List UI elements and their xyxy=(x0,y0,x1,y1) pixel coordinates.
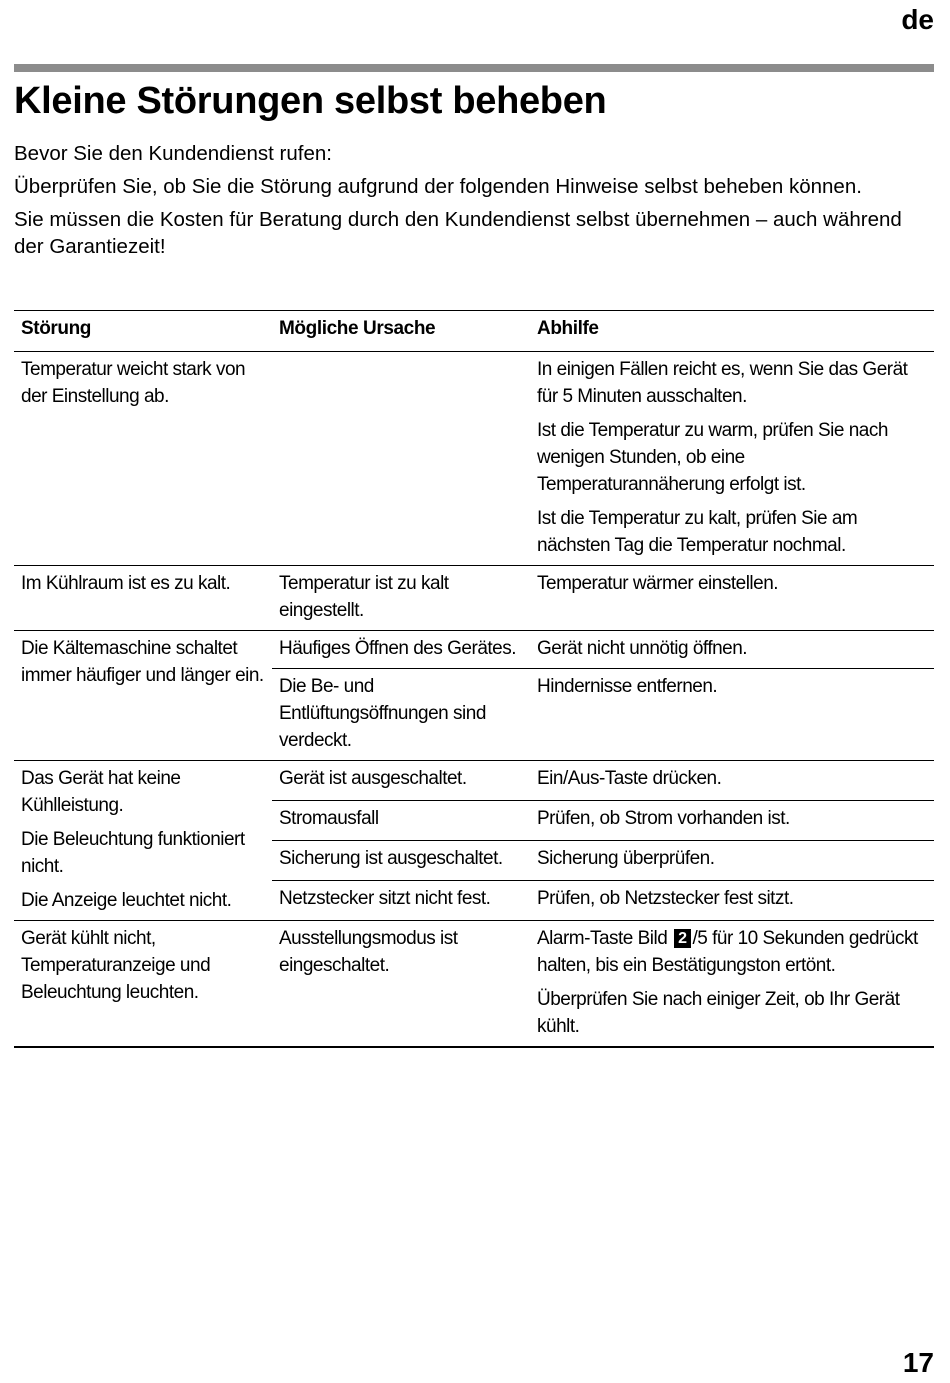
cell-ursache: Häufiges Öffnen des Gerätes. xyxy=(272,631,530,669)
intro-paragraph: Überprüfen Sie, ob Sie die Störung aufgrund der folgenden Hinweise selbst beheben können. xyxy=(14,175,862,198)
cell-stoerung: Die Kältemaschine schaltet immer häufiger und länger ein. xyxy=(14,631,272,761)
cell-abhilfe: Temperatur wärmer einstellen. xyxy=(530,566,934,631)
language-label: de xyxy=(901,4,934,35)
table-row xyxy=(14,566,934,631)
cell-ursache: Stromausfall xyxy=(272,801,530,841)
cell-ursache: Gerät ist ausgeschaltet. xyxy=(272,761,530,801)
column-header-stoerung: Störung xyxy=(14,311,272,352)
abhilfe-paragraph: Ist die Temperatur zu kalt, prüfen Sie am nächsten Tag die Temperatur nochmal. xyxy=(537,508,858,556)
column-header-abhilfe: Abhilfe xyxy=(530,311,934,352)
table-row xyxy=(14,921,934,1048)
cell-abhilfe: Gerät nicht unnötig öffnen. xyxy=(530,631,934,669)
cell-ursache: Die Be- und Entlüftungsöffnungen sind verdeckt. xyxy=(272,669,530,761)
cell-abhilfe xyxy=(530,352,934,566)
intro-paragraph: Sie müssen die Kosten für Beratung durch den Kundendienst selbst übernehmen – auch während der Garantiezeit! xyxy=(14,208,902,258)
cell-ursache: Ausstellungsmodus ist eingeschaltet. xyxy=(272,921,530,1048)
cell-stoerung xyxy=(14,761,272,921)
cell-abhilfe: Ein/Aus-Taste drücken. xyxy=(530,761,934,801)
page-number: 17 xyxy=(902,1347,934,1378)
abhilfe-text: /5 für 10 Sekunden gedrückt halten, bis ein Bestätigungston ertönt. xyxy=(537,928,918,976)
cell-ursache: Sicherung ist ausgeschaltet. xyxy=(272,841,530,881)
column-header-ursache: Mögliche Ursache xyxy=(272,311,530,352)
cell-stoerung: Gerät kühlt nicht, Temperaturanzeige und Beleuchtung leuchten. xyxy=(14,921,272,1048)
page-title: Kleine Störungen selbst beheben xyxy=(14,80,607,122)
cell-abhilfe: Prüfen, ob Netzstecker fest sitzt. xyxy=(530,881,934,921)
abhilfe-paragraph: Ist die Temperatur zu warm, prüfen Sie nach wenigen Stunden, ob eine Temperaturannäherung erfolgt ist. xyxy=(537,420,888,495)
table-row xyxy=(14,631,934,669)
abhilfe-paragraph: In einigen Fällen reicht es, wenn Sie das Gerät für 5 Minuten ausschalten. xyxy=(537,359,908,407)
table-row xyxy=(14,352,934,566)
cell-stoerung: Temperatur weicht stark von der Einstellung ab. xyxy=(21,359,246,407)
troubleshooting-table xyxy=(14,310,934,1048)
intro-text xyxy=(14,140,934,266)
figure-number-badge: 2 xyxy=(674,929,690,948)
stoerung-paragraph: Das Gerät hat keine Kühlleistung. xyxy=(21,768,181,816)
cell-abhilfe: Prüfen, ob Strom vorhanden ist. xyxy=(530,801,934,841)
cell-abhilfe: Sicherung überprüfen. xyxy=(530,841,934,881)
table-header-row xyxy=(14,311,934,352)
abhilfe-paragraph: Überprüfen Sie nach einiger Zeit, ob Ihr Gerät kühlt. xyxy=(537,989,900,1037)
stoerung-paragraph: Die Anzeige leuchtet nicht. xyxy=(21,890,232,911)
abhilfe-text: Alarm-Taste Bild xyxy=(537,928,673,949)
abhilfe-paragraph xyxy=(537,925,928,979)
cell-ursache: Netzstecker sitzt nicht fest. xyxy=(272,881,530,921)
stoerung-paragraph: Die Beleuchtung funktioniert nicht. xyxy=(21,829,245,877)
cell-ursache xyxy=(272,352,530,566)
cell-ursache: Temperatur ist zu kalt eingestellt. xyxy=(272,566,530,631)
table-row xyxy=(14,761,934,801)
cell-abhilfe xyxy=(530,921,934,1048)
cell-stoerung: Im Kühlraum ist es zu kalt. xyxy=(14,566,272,631)
header-rule xyxy=(14,64,934,72)
cell-abhilfe: Hindernisse entfernen. xyxy=(530,669,934,761)
intro-paragraph: Bevor Sie den Kundendienst rufen: xyxy=(14,142,332,165)
